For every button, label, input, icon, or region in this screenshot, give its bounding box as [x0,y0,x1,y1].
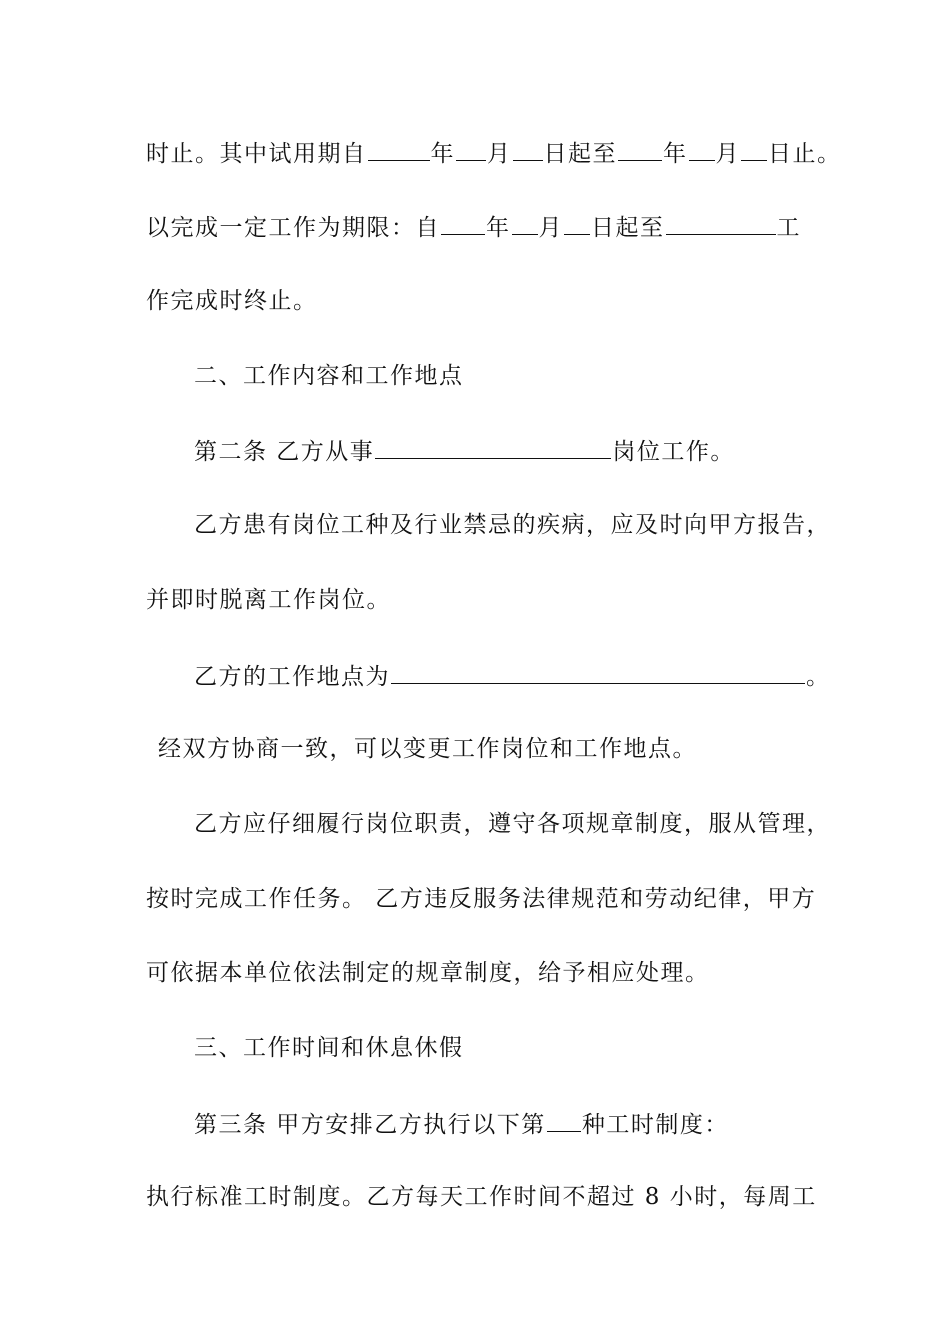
blank-day-field [513,132,543,161]
paragraph-line: 按时完成工作任务。 乙方违反服务法律规范和劳动纪律，甲方 [146,886,817,912]
blank-location-field [391,655,805,684]
paragraph-line: 可依据本单位依法制定的规章制度，给予相应处理。 [146,960,710,986]
blank-day-field [564,206,590,235]
blank-system-number-field [547,1103,581,1132]
blank-end-field [666,206,776,235]
section-heading: 三、工作时间和休息休假 [194,1035,464,1061]
paragraph-line: 时止。其中试用期自 年 月 日起至 年 月 日止。 [146,132,826,172]
blank-year-field [618,132,662,161]
article-line: 第二条 乙方从事 岗位工作。 [194,430,874,470]
paragraph-line: 乙方应仔细履行岗位职责，遵守各项规章制度，服从管理， [194,811,831,837]
article-line: 第三条 甲方安排乙方执行以下第 种工时制度： [194,1103,874,1143]
paragraph-line: 以完成一定工作为期限：自 年 月 日起至 工 [146,206,826,246]
paragraph-line: 并即时脱离工作岗位。 [146,587,391,613]
blank-month-field [456,132,486,161]
section-heading: 二、工作内容和工作地点 [194,363,464,389]
blank-year-field [368,132,430,161]
paragraph-line: 乙方的工作地点为 。 [194,655,874,695]
paragraph-line: 乙方患有岗位工种及行业禁忌的疾病，应及时向甲方报告， [194,512,831,538]
paragraph-line: 执行标准工时制度。乙方每天工作时间不超过 8 小时，每周工 [146,1184,817,1210]
blank-day-field [741,132,767,161]
blank-position-field [375,430,611,459]
paragraph-line: 作完成时终止。 [146,288,318,314]
blank-year-field [441,206,485,235]
blank-month-field [512,206,538,235]
paragraph-line: 经双方协商一致，可以变更工作岗位和工作地点。 [158,736,697,762]
blank-month-field [689,132,715,161]
